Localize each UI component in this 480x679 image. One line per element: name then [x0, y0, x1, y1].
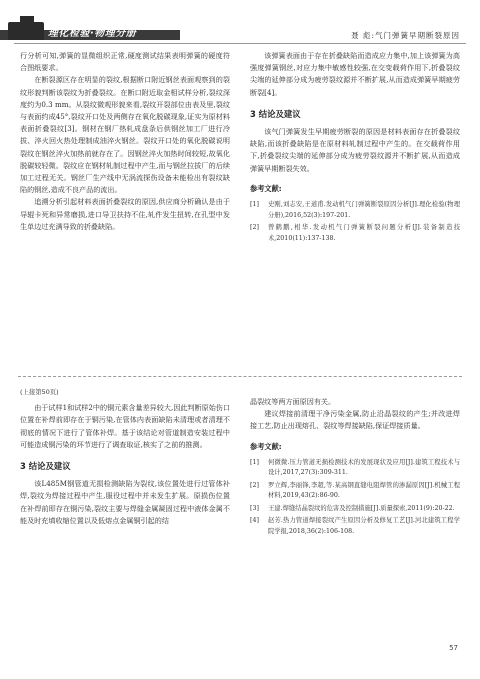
running-head: 聂 彪:气门弹簧早期断裂原因 — [351, 31, 460, 40]
reference-text: 曾鹤鹏,相华.发动机气门弹簧断裂问题分析[J].装备制造技术,2010(11):137-138. — [268, 224, 460, 242]
section-title: 3 结论及建议 — [250, 108, 301, 119]
paragraph: 该L485M钢管道无损检测缺陷为裂纹,该位置处进行过管体补焊,裂纹为焊接过程中产生,服役过程中并未发生扩展。原损伤位置在补焊前即存在铜污染,裂纹主要与焊缝金属凝固过程中液体金属不能及时充填收缩位置以及低熔点金属铜引起的结 — [20, 479, 230, 525]
section-title: 3 结论及建议 — [20, 461, 71, 472]
reference-item — [250, 481, 460, 502]
paragraph: 追溯分析引起材料表面折叠裂纹的原因,供应商分析确认是由于导辊卡死和异常磨损,进口导卫扶持不住,轧件发生扭转,在孔型中发生单边过充满导致的折叠缺陷。 — [20, 197, 230, 231]
reference-item — [250, 458, 460, 479]
reference-number: [4] — [250, 517, 259, 525]
top-left-column — [20, 50, 230, 233]
reference-text: 何微微.压力管道无损检测技术的发展现状及应用[J].建筑工程技术与设计,2017,27(3):309-311. — [268, 458, 460, 477]
reference-item — [250, 516, 460, 537]
references-heading: 参考文献: — [250, 441, 282, 451]
paragraph: 建议焊接前清理干净污染金属,防止沿晶裂纹的产生;并改进焊接工艺,防止出现熔孔、裂纹等焊接缺陷,保证焊接质量。 — [250, 409, 460, 431]
bottom-right-column — [250, 396, 460, 539]
reference-item — [250, 200, 460, 221]
reference-list — [250, 458, 460, 538]
paragraph: 该气门弹簧发生早期疲劳断裂的原因是材料表面存在折叠裂纹缺陷,而该折叠缺陷是在原材料轧制过程中产生的。在交载荷作用下,折叠裂纹尖端的延伸部分成为疲劳裂纹源并不断扩展,从而造成弹簧早期断裂失效。 — [250, 127, 460, 173]
paragraph: 由于试样1和试样2中的铜元素含量差异较大,因此判断原始伤口位置在补焊前即存在于铜污染,在管体内表面缺陷未清理或者清理不彻底的情况下进行了管体补焊。基于该结论对管道制造安装过程中可能造成铜污染的环节进行了调查取证,核实了之前的推测。 — [20, 403, 230, 449]
reference-number: [1] — [250, 458, 259, 466]
reference-text: 王建.焊缝结晶裂纹的危害及控制措施[J].质量探索,2011(9):20-22. — [268, 504, 455, 512]
bottom-left-column — [20, 386, 230, 527]
logo-mark-top — [20, 16, 34, 26]
continuation-note: (上接第50页) — [20, 388, 59, 396]
paragraph: 在断裂源区存在明显的裂纹,根据断口附近钢丝表面观察到的裂纹形貌判断该裂纹为折叠裂纹。在断口附近取金相试样分析,裂纹深度约为0.3 mm。从裂纹微观形貌来看,裂纹开裂部位由表及里,裂纹与表面约成45°,裂纹开口处及两侧存在氧化脱碳现象,证实为原材料表面折叠裂纹[3]。钢材在钢厂热轧成盘条后供钢丝加工厂进行冷拔、淬火回火热处理制成油淬火钢丝。裂纹开口处的氧化脱碳说明裂纹在钢丝淬火加热前就存在了。因钢丝淬火加热时间较短,故氧化脱碳较轻微。裂纹应在钢材轧制过程中产生,而与钢丝拉拔厂的后续加工过程无关。钢丝厂生产线中无涡流探伤设备未能检出有裂纹缺陷的钢丝,造成不良产品的流出。 — [20, 75, 230, 195]
reference-text: 罗立辉,李丽锋,李超,等.某高钢直缝电阻焊管的渗漏原因[J].机械工程材料,2019,43(2):86-90. — [268, 481, 460, 500]
reference-number: [2] — [250, 224, 259, 232]
paragraph: 晶裂纹等两方面原因有关。 — [250, 397, 336, 406]
page-header — [0, 0, 480, 44]
reference-list — [250, 200, 460, 244]
header-rule — [14, 43, 466, 44]
page-number: 57 — [449, 644, 458, 652]
reference-item — [250, 504, 460, 515]
reference-number: [1] — [250, 201, 259, 209]
reference-text: 史刚,刘志安,王道甫.发动机气门弹簧断裂原因分析[J].理化检验(物理分册),2016,52(3):197-201. — [268, 201, 460, 219]
references-heading: 参考文献: — [250, 183, 282, 193]
top-right-column — [250, 50, 460, 246]
reference-item — [250, 223, 460, 244]
reference-text: 赵芳.热力管道焊接裂纹产生原因分析及修复工艺[J].河北建筑工程学院学报,2018,36(2):106-108. — [268, 517, 460, 535]
journal-logo: 理化检验·物理分册 — [48, 28, 137, 39]
reference-number: [2] — [250, 481, 259, 489]
paragraph: 行分析可知,弹簧的显微组织正常,硬度测试结果表明弹簧的硬度符合图纸要求。 — [20, 51, 230, 73]
reference-number: [3] — [250, 504, 259, 512]
article-divider — [18, 376, 462, 377]
paragraph: 该弹簧表面由于存在折叠缺陷而造成应力集中,加上该弹簧为高强度弹簧钢丝,对应力集中敏感性较强,在交变载荷作用下,折叠裂纹尖端的延伸部分成为疲劳裂纹源并不断扩展,从而造成弹簧早期疲劳断裂[4]。 — [250, 51, 460, 97]
